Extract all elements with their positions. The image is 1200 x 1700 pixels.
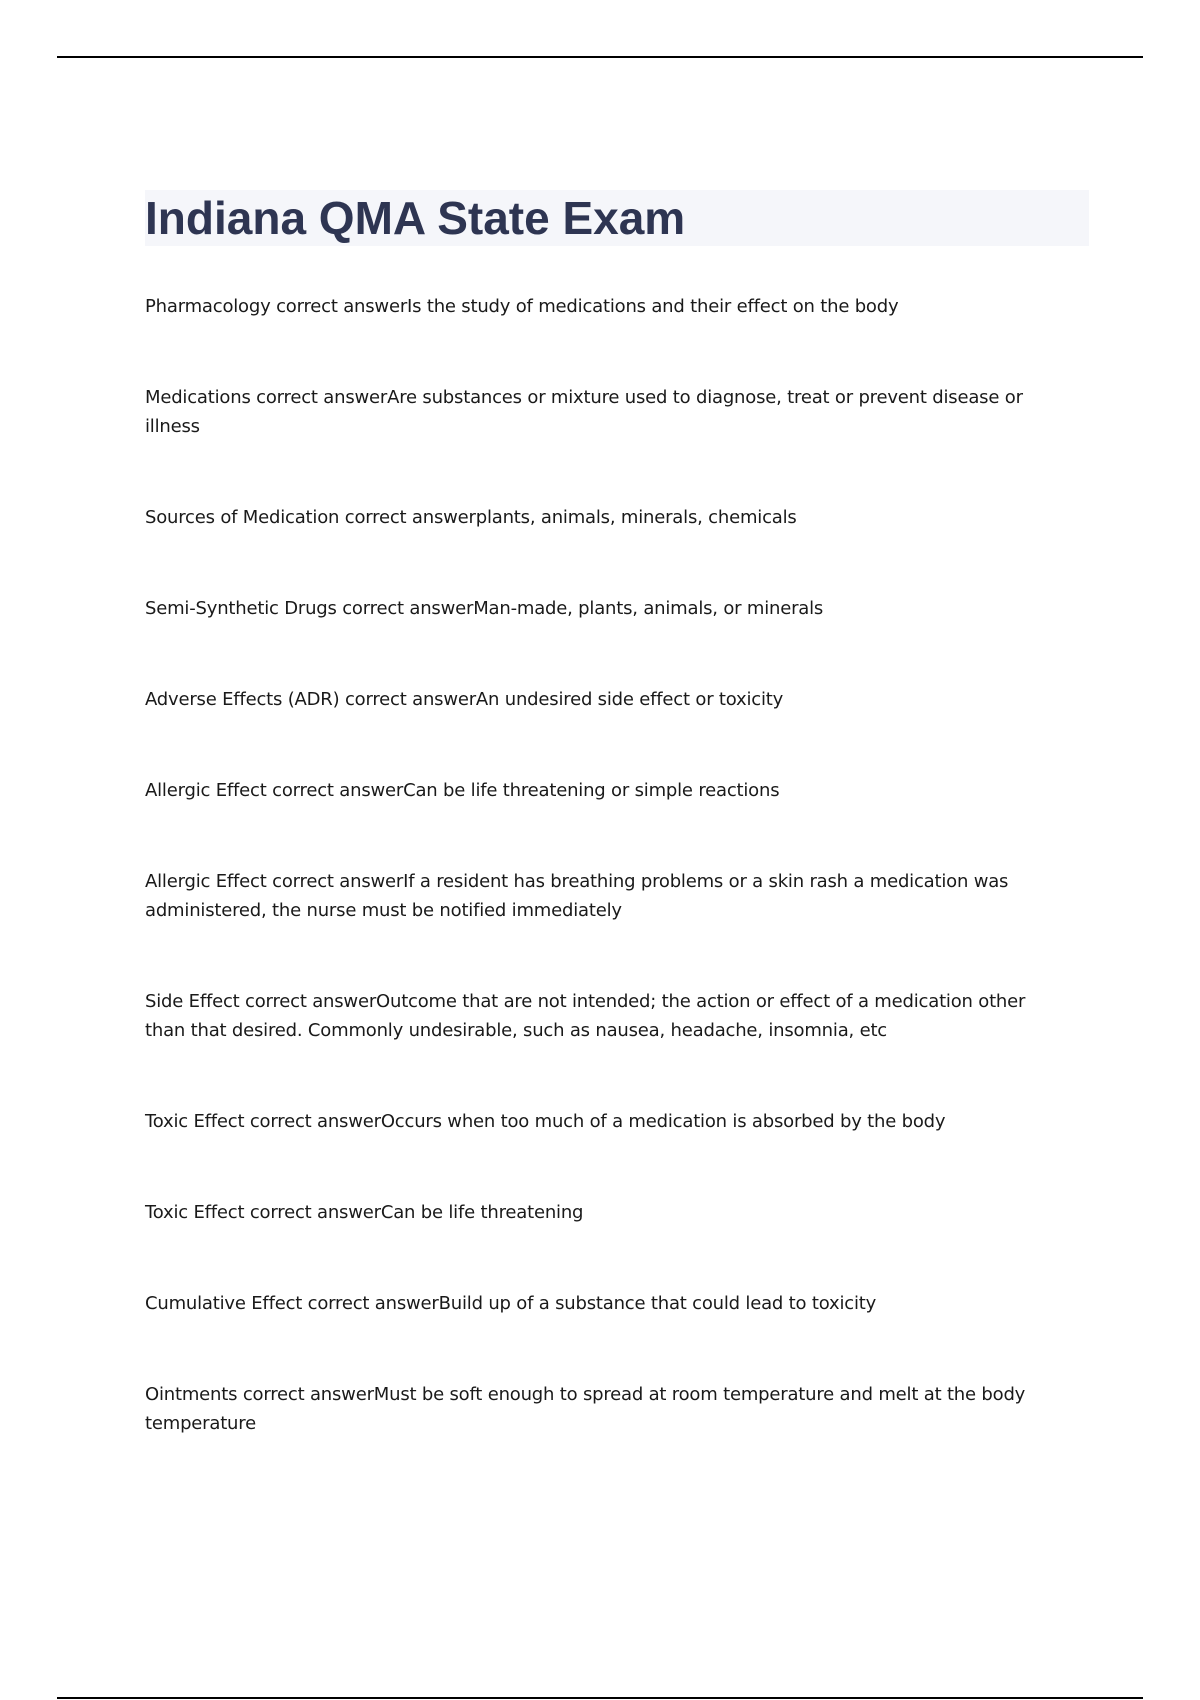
entry-term: Adverse Effects (ADR) [145,689,340,710]
entry-separator: correct answer [270,296,408,317]
page-title: Indiana QMA State Exam [145,192,686,244]
entry-separator: correct answer [244,1111,381,1132]
entry-separator: correct answer [336,598,474,619]
entry-term: Sources of Medication [145,507,340,528]
entry-term: Ointments [145,1384,238,1405]
entry-separator: correct answer [302,1293,439,1314]
list-item [145,292,1065,321]
list-item [145,685,1065,714]
entry-separator: correct answer [239,991,377,1012]
bottom-rule [57,1697,1143,1699]
entry-term: Allergic Effect [145,871,267,892]
entry-separator: correct answer [339,507,476,528]
entry-definition: Outcome that are not intended; the action or effect of a medication other than that desired. Commonly undesirable, such as nausea, headache, insomnia, etc [145,991,1026,1041]
list-item [145,503,1065,532]
entry-term: Toxic Effect [145,1111,245,1132]
list-item [145,383,1065,441]
entry-term: Pharmacology [145,296,271,317]
entry-separator: correct answer [250,387,388,408]
list-item [145,867,1065,925]
entry-definition: Can be life threatening or simple reactions [403,780,780,801]
entry-definition: If a resident has breathing problems or a skin rash a medication was administered, the nurse must be notified immediately [145,871,1009,921]
entry-list [145,292,1065,1500]
entry-separator: correct answer [266,871,404,892]
entry-separator: correct answer [339,689,476,710]
title-band [145,190,1089,246]
entry-definition: Can be life threatening [380,1202,584,1223]
entry-separator: correct answer [244,1202,381,1223]
entry-definition: Must be soft enough to spread at room temperature and melt at the body temperature [145,1384,1026,1434]
entry-term: Allergic Effect [145,780,267,801]
entry-definition: Build up of a substance that could lead to toxicity [438,1293,877,1314]
list-item [145,776,1065,805]
entry-term: Semi-Synthetic Drugs [145,598,337,619]
entry-definition: An undesired side effect or toxicity [475,689,784,710]
entry-term: Medications [145,387,251,408]
top-rule [57,56,1143,58]
list-item [145,987,1065,1045]
list-item [145,1380,1065,1438]
entry-term: Cumulative Effect [145,1293,303,1314]
entry-definition: Are substances or mixture used to diagnose, treat or prevent disease or illness [145,387,1023,437]
list-item [145,1289,1065,1318]
entry-definition: Occurs when too much of a medication is absorbed by the body [380,1111,946,1132]
entry-separator: correct answer [266,780,404,801]
list-item [145,1107,1065,1136]
entry-definition: Man-made, plants, animals, or minerals [473,598,824,619]
entry-term: Toxic Effect [145,1202,245,1223]
entry-definition: Is the study of medications and their effect on the body [407,296,899,317]
entry-definition: plants, animals, minerals, chemicals [475,507,797,528]
entry-term: Side Effect [145,991,240,1012]
entry-separator: correct answer [237,1384,374,1405]
list-item [145,594,1065,623]
list-item [145,1198,1065,1227]
